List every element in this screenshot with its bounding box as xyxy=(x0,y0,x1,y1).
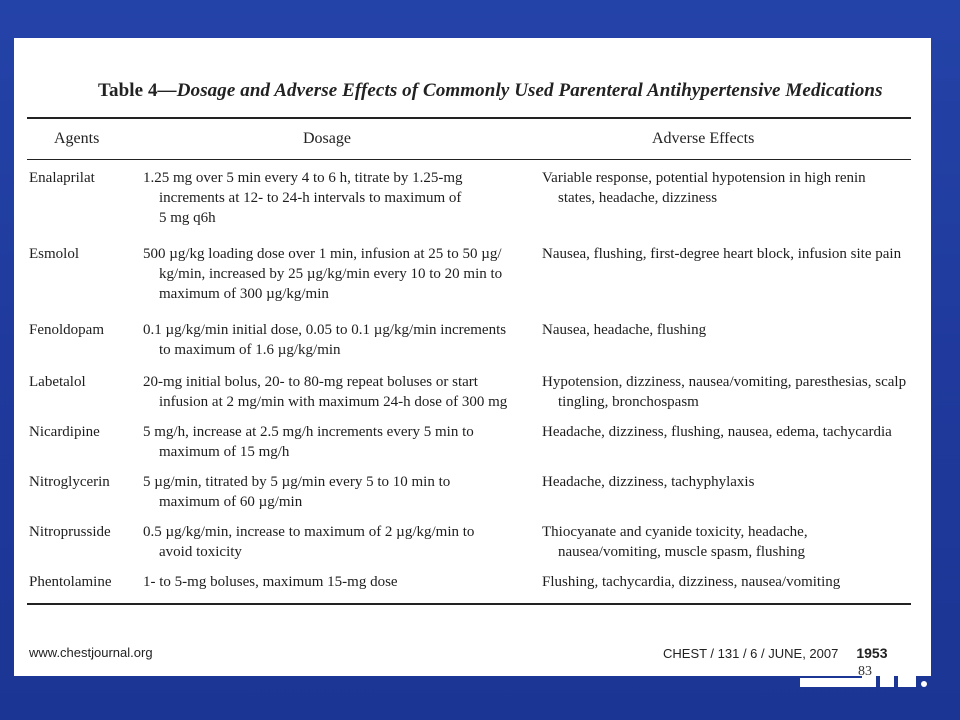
journal-website: www.chestjournal.org xyxy=(29,645,153,660)
adverse-effects-cell xyxy=(542,472,914,492)
dosage-line: 5 mg/h, increase at 2.5 mg/h increments every 5 min to xyxy=(143,424,474,440)
dosage-cell xyxy=(143,422,528,462)
dosage-line: infusion at 2 mg/min with maximum 24-h dose of 300 mg xyxy=(159,394,508,410)
adverse-effects-cell xyxy=(542,320,914,340)
table-caption: —Dosage and Adverse Effects of Commonly Used Parenteral Antihypertensive Medications xyxy=(157,80,883,101)
adverse-effects-cell xyxy=(542,422,914,442)
dosage-line: 5 mg q6h xyxy=(159,210,216,226)
table-header-rule xyxy=(27,159,911,160)
dosage-line: to maximum of 1.6 µg/kg/min xyxy=(159,342,341,358)
agent-name: Nicardipine xyxy=(29,424,100,440)
table-bottom-rule xyxy=(27,603,911,605)
table-title xyxy=(98,80,883,102)
table-number: Table 4 xyxy=(98,80,158,101)
column-header-adverse-effects: Adverse Effects xyxy=(652,130,755,147)
agent-name: Labetalol xyxy=(29,374,86,390)
dosage-line: 500 µg/kg loading dose over 1 min, infusion at 25 to 50 µg/ xyxy=(143,246,502,262)
agent-name: Phentolamine xyxy=(29,574,112,590)
adverse-line: Hypotension, dizziness, nausea/vomiting, paresthesias, scalp xyxy=(542,374,907,390)
dosage-line: avoid toxicity xyxy=(159,544,242,560)
dosage-cell xyxy=(143,572,528,592)
dosage-cell xyxy=(143,244,528,304)
adverse-effects-cell xyxy=(542,168,914,208)
adverse-effects-cell xyxy=(542,244,914,264)
slide-number: 83 xyxy=(858,664,872,679)
journal-page-number: 1953 xyxy=(856,645,888,661)
dosage-line: 1- to 5-mg boluses, maximum 15-mg dose xyxy=(143,574,398,590)
dosage-line: increments at 12- to 24-h intervals to maximum of xyxy=(159,190,462,206)
dosage-line: 20-mg initial bolus, 20- to 80-mg repeat boluses or start xyxy=(143,374,478,390)
dosage-line: maximum of 60 µg/min xyxy=(159,494,303,510)
dosage-cell xyxy=(143,168,528,228)
dosage-cell xyxy=(143,472,528,512)
column-header-agents: Agents xyxy=(54,130,100,147)
citation-text: CHEST / 131 / 6 / JUNE, 2007 xyxy=(663,646,839,661)
adverse-line: Headache, dizziness, tachyphylaxis xyxy=(542,474,755,490)
dosage-line: 5 µg/min, titrated by 5 µg/min every 5 to 10 min to xyxy=(143,474,451,490)
table-top-rule xyxy=(27,117,911,119)
adverse-line: Nausea, headache, flushing xyxy=(542,322,707,338)
adverse-line: tingling, bronchospasm xyxy=(558,394,699,410)
adverse-line: Flushing, tachycardia, dizziness, nausea/vomiting xyxy=(542,574,841,590)
adverse-line: Thiocyanate and cyanide toxicity, headache, xyxy=(542,524,808,540)
agent-name: Fenoldopam xyxy=(29,322,104,338)
dosage-line: 1.25 mg over 5 min every 4 to 6 h, titrate by 1.25-mg xyxy=(143,170,463,186)
adverse-line: states, headache, dizziness xyxy=(558,190,718,206)
agent-name: Enalaprilat xyxy=(29,170,95,186)
dosage-cell xyxy=(143,320,528,360)
dosage-cell xyxy=(143,372,528,412)
column-header-dosage: Dosage xyxy=(303,130,351,147)
dosage-line: 0.5 µg/kg/min, increase to maximum of 2 µg/kg/min to xyxy=(143,524,475,540)
adverse-effects-cell xyxy=(542,522,914,562)
adverse-line: Headache, dizziness, flushing, nausea, edema, tachycardia xyxy=(542,424,892,440)
adverse-line: nausea/vomiting, muscle spasm, flushing xyxy=(558,544,806,560)
agent-name: Nitroglycerin xyxy=(29,474,110,490)
agent-name: Nitroprusside xyxy=(29,524,111,540)
adverse-effects-cell xyxy=(542,372,914,412)
dosage-cell xyxy=(143,522,528,562)
dosage-line: kg/min, increased by 25 µg/kg/min every 10 to 20 min to xyxy=(159,266,503,282)
dosage-line: 0.1 µg/kg/min initial dose, 0.05 to 0.1 µg/kg/min increments xyxy=(143,322,507,338)
adverse-line: Nausea, flushing, first-degree heart block, infusion site pain xyxy=(542,246,902,262)
dosage-line: maximum of 15 mg/h xyxy=(159,444,290,460)
dosage-line: maximum of 300 µg/kg/min xyxy=(159,286,329,302)
adverse-effects-cell xyxy=(542,572,914,592)
adverse-line: Variable response, potential hypotension in high renin xyxy=(542,170,866,186)
agent-name: Esmolol xyxy=(29,246,80,262)
journal-citation xyxy=(663,645,888,661)
